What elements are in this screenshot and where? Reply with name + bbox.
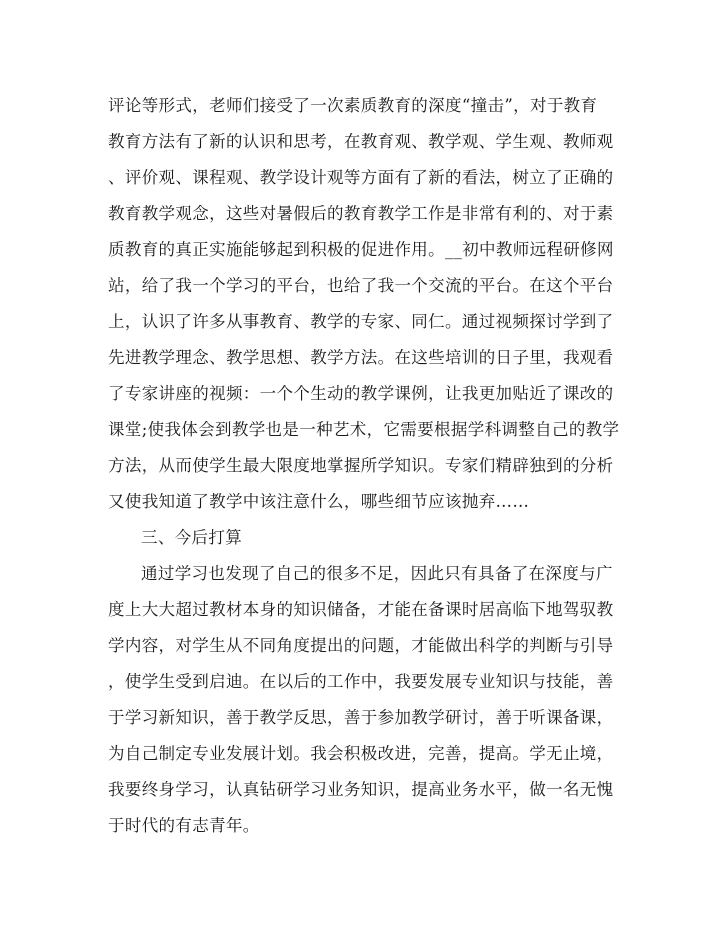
section-heading: 三、今后打算 (141, 528, 243, 547)
text-line: 教育方法有了新的认识和思考，在教育观、教学观、学生观、教师观 (108, 132, 614, 151)
text-line: 评论等形式，老师们接受了一次素质教育的深度“撞击”，对于教育 (108, 96, 598, 115)
text-line: ，使学生受到启迪。在以后的工作中，我要发展专业知识与技能，善 (108, 672, 614, 691)
text-line: 学内容，对学生从不同角度提出的问题，才能做出科学的判断与引导 (108, 636, 614, 655)
text-line: 度上大大超过教材本身的知识储备，才能在备课时居高临下地驾驭教 (108, 600, 614, 619)
text-line: 通过学习也发现了自己的很多不足，因此只有具备了在深度与广 (141, 564, 613, 583)
text-line: 上，认识了许多从事教育、教学的专家、同仁。通过视频探讨学到了 (108, 312, 614, 331)
text-line: 了专家讲座的视频：一个个生动的教学课例，让我更加贴近了课改的 (108, 384, 614, 403)
text-line: 方法，从而使学生最大限度地掌握所学知识。专家们精辟独到的分析 (108, 456, 614, 475)
text-line: 又使我知道了教学中该注意什么，哪些细节应该抛弃…… (108, 492, 530, 511)
text-line: 于时代的有志青年。 (108, 816, 260, 835)
text-line: 、评价观、课程观、教学设计观等方面有了新的看法，树立了正确的 (108, 168, 614, 187)
text-line: 教育教学观念，这些对暑假后的教育教学工作是非常有利的、对于素 (108, 204, 614, 223)
text-line: 我要终身学习，认真钻研学习业务知识，提高业务水平，做一名无愧 (108, 780, 614, 799)
text-line: 课堂;使我体会到教学也是一种艺术，它需要根据学科调整自己的教学 (108, 420, 620, 439)
text-line: 先进教学理念、教学思想、教学方法。在这些培训的日子里，我观看 (108, 348, 614, 367)
text-line: 为自己制定专业发展计划。我会积极改进，完善，提高。学无止境， (108, 744, 614, 763)
text-line: 于学习新知识，善于教学反思，善于参加教学研讨，善于听课备课， (108, 708, 614, 727)
text-line: 站，给了我一个学习的平台，也给了我一个交流的平台。在这个平台 (108, 276, 614, 295)
text-line: 质教育的真正实施能够起到积极的促进作用。__初中教师远程研修网 (108, 240, 614, 259)
